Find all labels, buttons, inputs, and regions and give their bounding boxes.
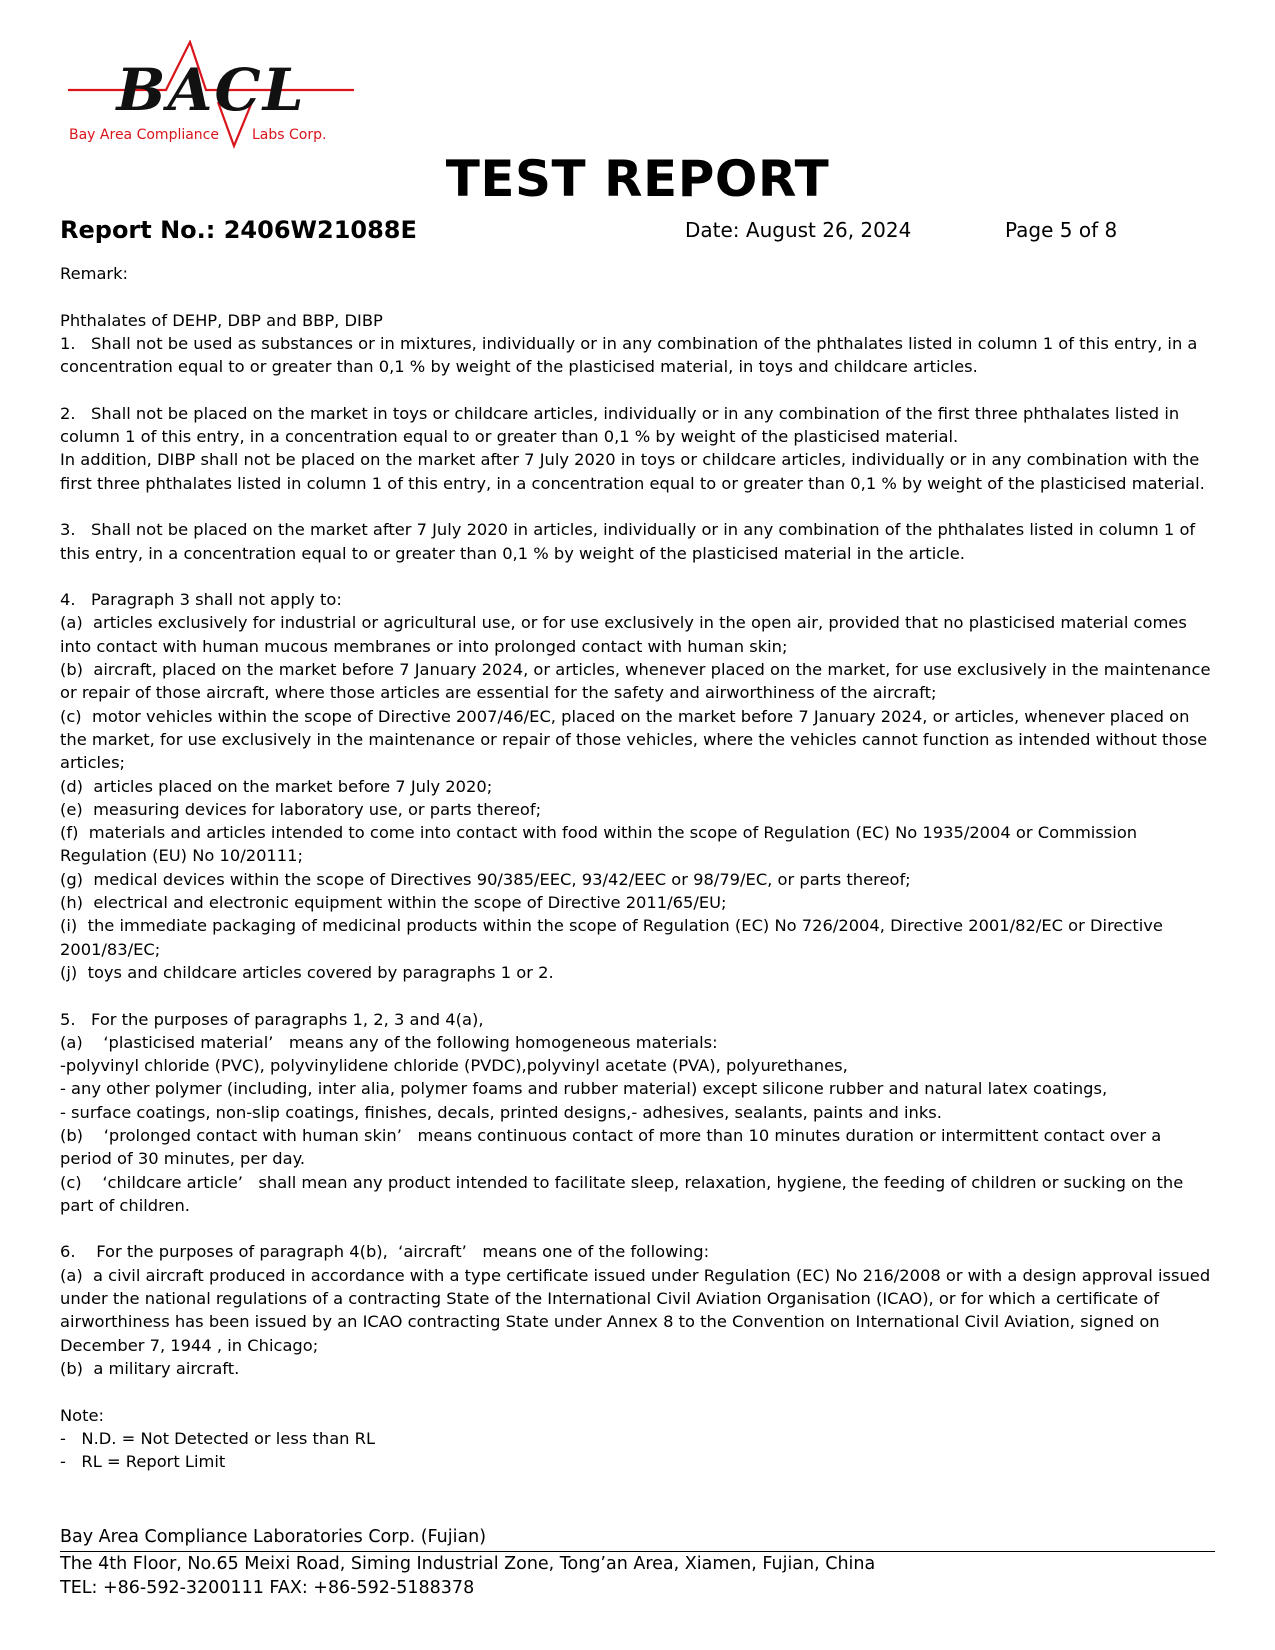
- report-body: [60, 262, 1215, 1473]
- list-item: - any other polymer (including, inter alia, polymer foams and rubber material) except silicone rubber and natural latex coatings,: [60, 1079, 1108, 1099]
- list-item: (a) ‘plasticised material’ means any of the following homogeneous materials:: [60, 1032, 718, 1052]
- list-item: (f) materials and articles intended to come into contact with food within the scope of Regulation (EC) No 1935/2004 or Commission Regulation (EU) No 10/20111;: [60, 823, 1143, 866]
- logo-letters: BACL: [116, 56, 306, 124]
- list-item: (e) measuring devices for laboratory use, or parts thereof;: [60, 799, 542, 819]
- remark-label: Remark:: [60, 264, 129, 283]
- list-item: (b) ‘prolonged contact with human skin’ means continuous contact of more than 10 minutes duration or intermittent contact over a period of 30 minutes, per day.: [60, 1125, 1167, 1169]
- list-item: - surface coatings, non-slip coatings, finishes, decals, printed designs,- adhesives, sealants, paints and inks.: [60, 1102, 942, 1122]
- report-header-row: [60, 216, 1180, 250]
- note-label: Note:: [60, 1405, 105, 1425]
- footer-company: Bay Area Compliance Laboratories Corp. (Fujian): [60, 1525, 1215, 1552]
- page-footer: [60, 1525, 1215, 1600]
- paragraph-1: 1. Shall not be used as substances or in mixtures, individually or in any combination of the phthalates listed in column 1 of this entry, in a concentration equal to or greater than 0,1 % by weight of the plasticised material, in toys and childcare articles.: [60, 333, 1203, 377]
- page-title: TEST REPORT: [445, 150, 830, 208]
- note-item: - N.D. = Not Detected or less than RL: [60, 1428, 376, 1448]
- list-item: (g) medical devices within the scope of Directives 90/385/EEC, 93/42/EEC or 98/79/EC, or parts thereof;: [60, 869, 911, 889]
- note-item: - RL = Report Limit: [60, 1452, 226, 1472]
- paragraph-2b: In addition, DIBP shall not be placed on the market after 7 July 2020 in toys or childcare articles, individually or in any combination with the first three phthalates listed in column 1 of this entry, in a concentration equal to or greater than 0,1 % by weight of the plasticised material.: [60, 450, 1205, 493]
- logo-right-text: Labs Corp.: [252, 127, 327, 143]
- report-date: Date: August 26, 2024: [685, 218, 912, 242]
- paragraph-2: 2. Shall not be placed on the market in toys or childcare articles, individually or in any combination of the first three phthalates listed in column 1 of this entry, in a concentration equal to or greater than 0,1 % by weight of the plasticised material.: [60, 403, 1185, 447]
- report-number: Report No.: 2406W21088E: [60, 216, 417, 244]
- paragraph-5: 5. For the purposes of paragraphs 1, 2, 3 and 4(a),: [60, 1009, 484, 1029]
- list-item: (i) the immediate packaging of medicinal products within the scope of Regulation (EC) No 726/2004, Directive 2001/82/EC or Directive 2001/83/EC;: [60, 916, 1169, 959]
- page-number: Page 5 of 8: [1005, 218, 1118, 242]
- list-item: (c) ‘childcare article’ shall mean any product intended to facilitate sleep, relaxation, hygiene, the feeding of children or sucking on the part of children.: [60, 1172, 1189, 1215]
- list-item: -polyvinyl chloride (PVC), polyvinylidene chloride (PVDC),polyvinyl acetate (PVA), polyurethanes,: [60, 1056, 848, 1076]
- list-item: (j) toys and childcare articles covered by paragraphs 1 or 2.: [60, 962, 554, 982]
- list-item: (a) articles exclusively for industrial or agricultural use, or for use exclusively in the open air, provided that no plasticised material comes into contact with human mucous membranes or into prolonged contact with human skin;: [60, 613, 1192, 656]
- paragraph-4: 4. Paragraph 3 shall not apply to:: [60, 590, 342, 610]
- list-item: (a) a civil aircraft produced in accordance with a type certificate issued under Regulation (EC) No 216/2008 or with a design approval issued under the national regulations of a contracting State of the International Civil Aviation Organisation (ICAO), or for which a certificate of airworthiness has been issued by an ICAO contracting State under Annex 8 to the Convention on International Civil Aviation, signed on December 7, 1944 , in Chicago;: [60, 1265, 1216, 1355]
- list-item: (b) a military aircraft.: [60, 1358, 240, 1378]
- list-item: (c) motor vehicles within the scope of Directive 2007/46/EC, placed on the market before 7 January 2024, or articles, whenever placed on the market, for use exclusively in the maintenance or repair of those vehicles, where the vehicles cannot function as intended without those articles;: [60, 706, 1213, 773]
- footer-contact: TEL: +86-592-3200111 FAX: +86-592-5188378: [60, 1578, 475, 1598]
- list-item: (d) articles placed on the market before 7 July 2020;: [60, 776, 493, 796]
- paragraph-3: 3. Shall not be placed on the market after 7 July 2020 in articles, individually or in any combination of the phthalates listed in column 1 of this entry, in a concentration equal to or greater than 0,1 % by weight of the plasticised material in the article.: [60, 520, 1201, 563]
- bacl-logo: [66, 40, 356, 155]
- list-item: (h) electrical and electronic equipment within the scope of Directive 2011/65/EU;: [60, 893, 727, 913]
- logo-left-text: Bay Area Compliance: [69, 127, 219, 143]
- list-item: (b) aircraft, placed on the market before 7 January 2024, or articles, whenever placed on the market, for use exclusively in the maintenance or repair of those aircraft, where those articles are essential for the safety and airworthiness of the aircraft;: [60, 660, 1216, 703]
- section-heading: Phthalates of DEHP, DBP and BBP, DIBP: [60, 310, 383, 330]
- paragraph-6: 6. For the purposes of paragraph 4(b), ‘aircraft’ means one of the following:: [60, 1242, 710, 1262]
- footer-address: The 4th Floor, No.65 Meixi Road, Siming Industrial Zone, Tong’an Area, Xiamen, Fujian, China: [60, 1554, 876, 1574]
